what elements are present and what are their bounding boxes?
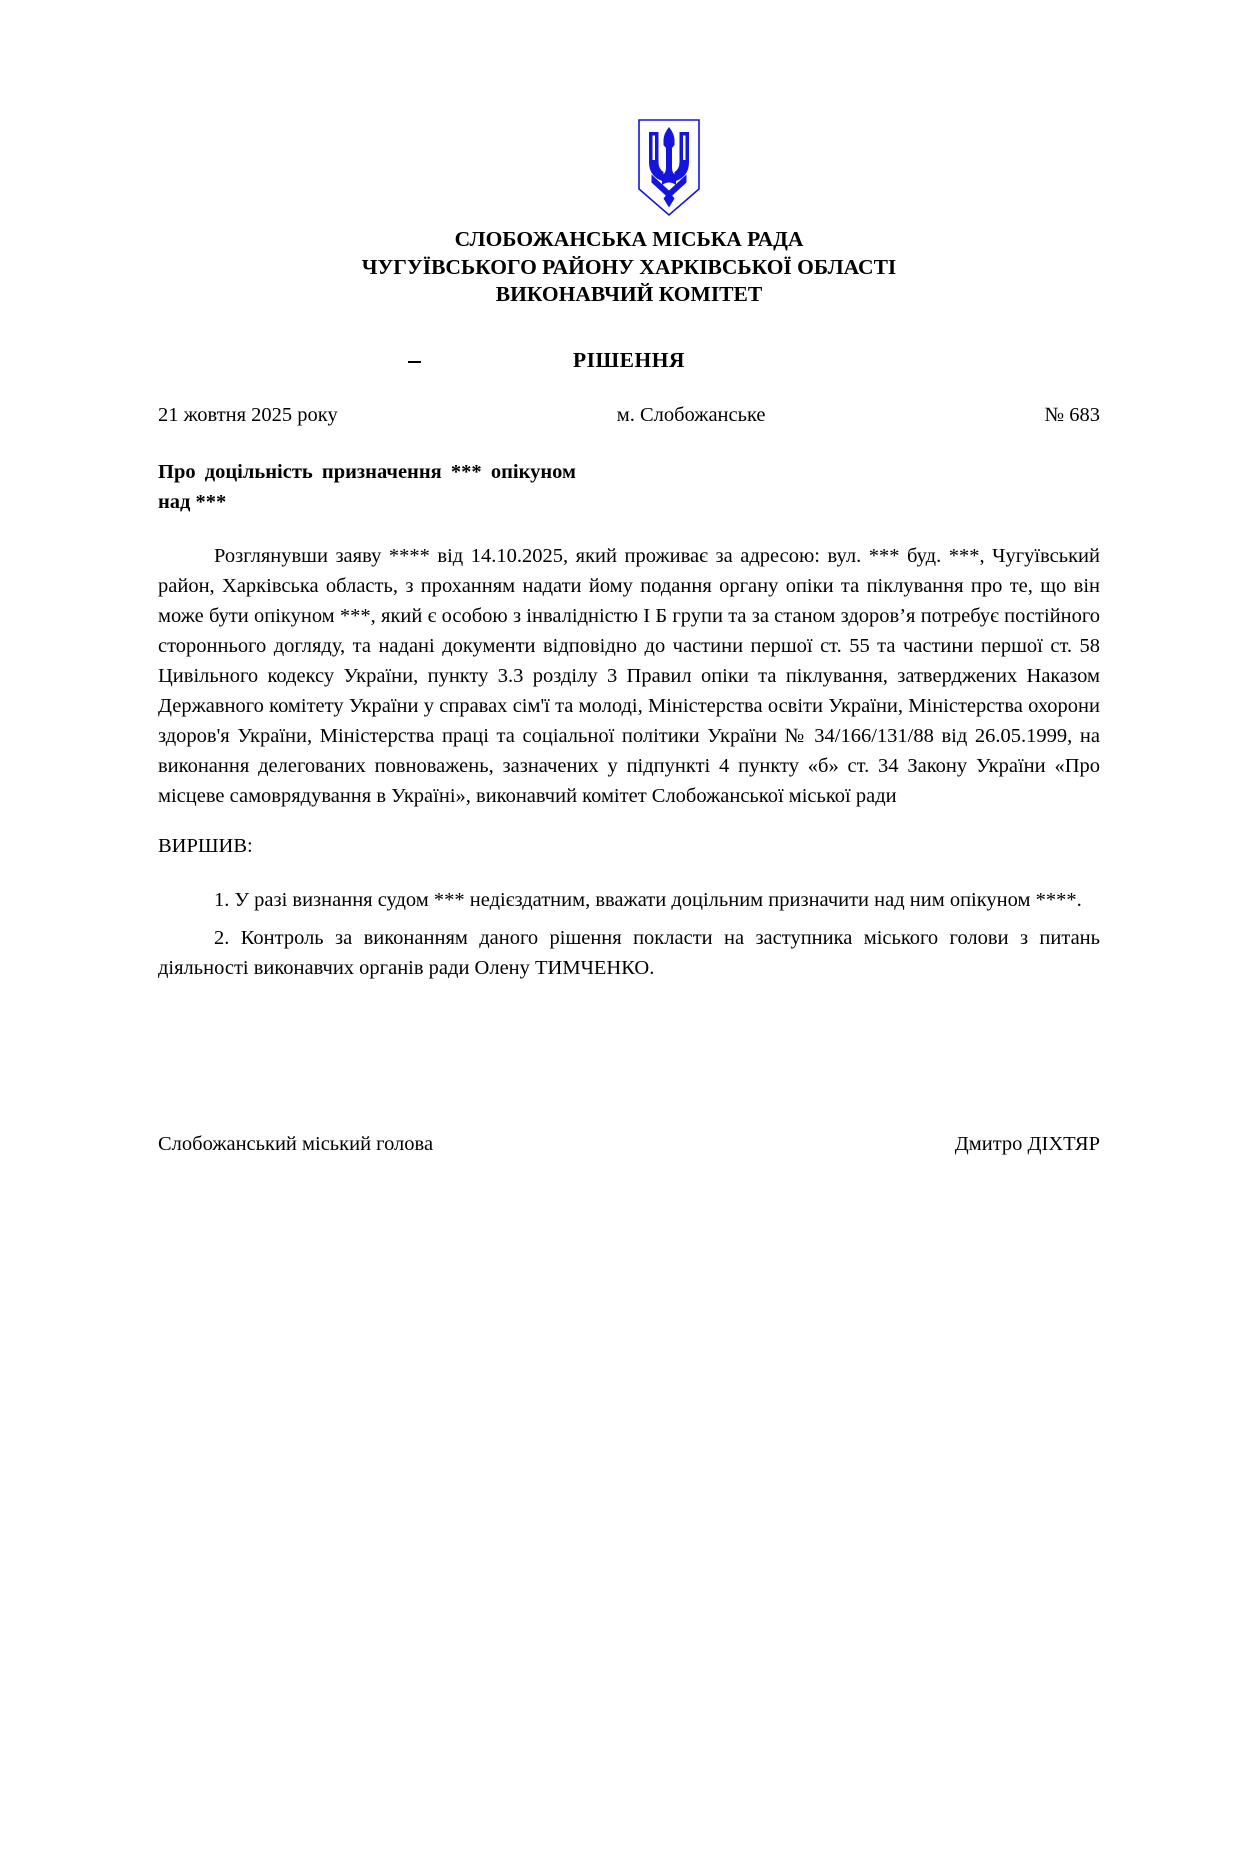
trident-icon: [637, 118, 701, 218]
decided-label: ВИРШИВ:: [158, 834, 253, 857]
ukraine-trident-emblem: [637, 118, 701, 218]
organization-header: [158, 226, 1100, 309]
signature-row: [158, 1131, 1100, 1158]
document-meta-row: [158, 402, 1100, 429]
preamble-paragraph: Розглянувши заяву **** від 14.10.2025, який проживає за адресою: вул. *** буд. ***, Чугуївський район, Харківська область, з проханням надати йому подання органу опіки та піклування про те, що він може бути опікуном ***, який є особою з інвалідністю І Б групи та за станом здоров’я потребує постійного стороннього догляду, та надані документи відповідно до частини першої ст. 55 та частини першої ст. 58 Цивільного кодексу України, пункту 3.3 розділу 3 Правил опіки та піклування, затверджених Наказом Державного комітету України у справах сім'ї та молоді, Міністерства освіти України, Міністерства охорони здоров'я України, Міністерства праці та соціальної політики України № 34/166/131/88 від 26.05.1999, на виконання делегованих повноважень, зазначених у підпункті 4 пункту «б» ст. 34 Закону України «Про місцеве самоврядування в Україні», виконавчий комітет Слобожанської міської ради: [158, 544, 1100, 807]
document-subject: Про доцільність призначення *** опікуном над ***: [158, 460, 576, 513]
org-committee: ВИКОНАВЧИЙ КОМІТЕТ: [495, 282, 763, 306]
org-name: СЛОБОЖАНСЬКА МІСЬКА РАДА: [454, 227, 804, 251]
document-place: м. Слобожанське: [616, 403, 766, 426]
document-page: [0, 118, 1240, 1872]
org-district: ЧУГУЇВСЬКОГО РАЙОНУ ХАРКІВСЬКОЇ ОБЛАСТІ: [361, 254, 897, 279]
stray-dash-mark: [408, 361, 421, 363]
resolution-item-1: 1. У разі визнання судом *** недієздатним, вважати доцільним призначити над ним опікуном ****.: [214, 888, 1082, 911]
signatory-name: Дмитро ДІХТЯР: [954, 1132, 1100, 1155]
document-date: 21 жовтня 2025 року: [158, 403, 338, 426]
document-type-title: РІШЕННЯ: [573, 347, 685, 372]
resolution-item-2: 2. Контроль за виконанням даного рішення покласти на заступника міського голови з питань діяльності виконавчих органів ради Олену ТИМЧЕНКО.: [158, 926, 1100, 979]
signatory-position: Слобожанський міський голова: [158, 1132, 434, 1155]
document-number: № 683: [1044, 403, 1100, 426]
